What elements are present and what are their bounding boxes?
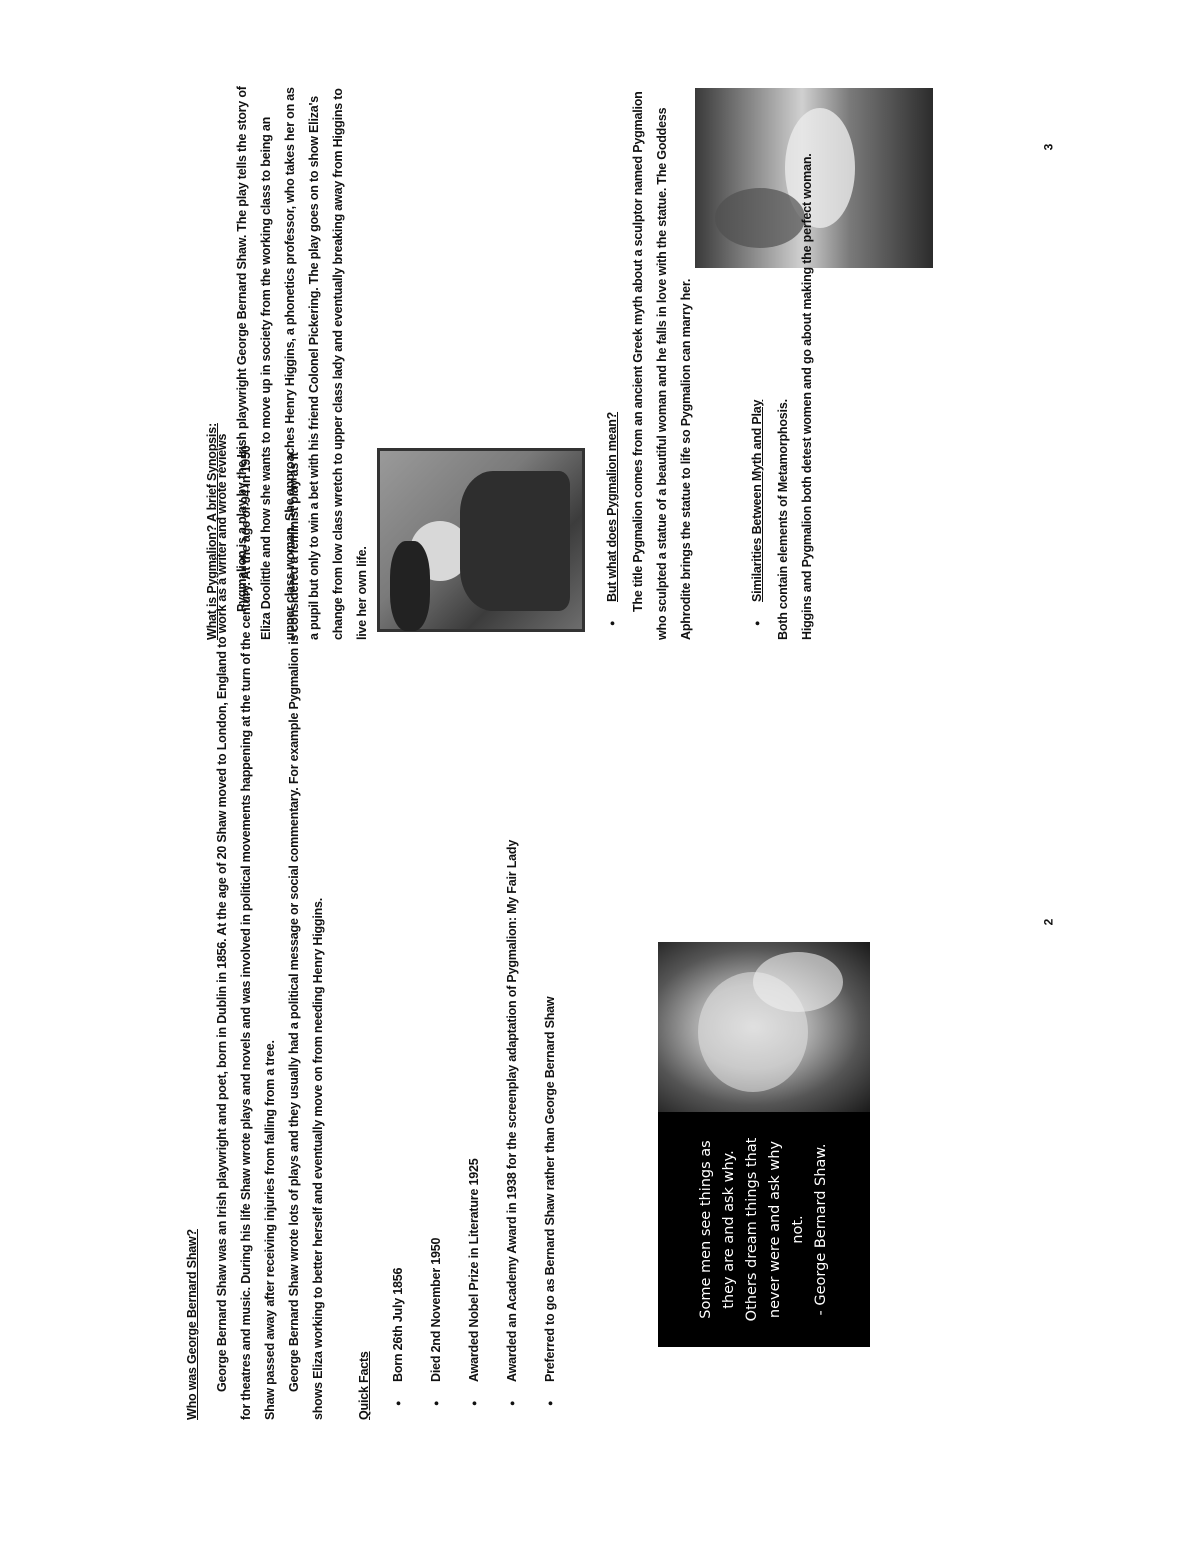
meaning-text: The title Pygmalion comes from an ancient Greek myth about a sculptor named Pygmalion who sculpted a statue of a beautiful woman and he falls in love with the statue. The Goddess Aphrodite brings the statue to life so Pygmalion can marry her.: [631, 91, 693, 640]
quote-line: Some men see things as: [698, 1140, 714, 1319]
page-number-2: 2: [1041, 918, 1056, 926]
list-item: ● Awarded Nobel Prize in Literature 1925: [462, 420, 486, 1420]
quote-attribution: - George Bernard Shaw.: [813, 1143, 829, 1316]
similarities-line-2: Higgins and Pygmalion both detest women and go about making the perfect woman.: [800, 153, 814, 640]
list-item: ● Awarded an Academy Award in 1938 for the screenplay adaptation of Pygmalion: My Fair Lady: [500, 420, 524, 1420]
quote-line: not.: [790, 1215, 806, 1244]
page2-heading: Who was George Bernard Shaw?: [185, 1229, 199, 1420]
similarities-line-1: Both contain elements of Metamorphosis.: [776, 399, 790, 640]
quick-facts-heading: Quick Facts: [357, 1351, 371, 1420]
similarities-list: [745, 80, 769, 640]
page-number-3: 3: [1041, 143, 1056, 151]
illustration-coat-shape: [460, 471, 570, 611]
quote-line: they are and ask why.: [721, 1150, 737, 1309]
shaw-portrait-photo: [658, 942, 870, 1112]
list-item: ● Born 26th July 1856: [386, 420, 410, 1420]
quote-line: Others dream things that: [744, 1137, 760, 1322]
illustration-hat-shape: [390, 541, 430, 631]
portrait-beard-shape: [753, 952, 843, 1012]
meaning-heading: ● But what does Pygmalion mean?: [600, 80, 624, 640]
page2-paragraph-2: George Bernard Shaw wrote lots of plays and they usually had a political message or social commentary. For example Pygmalion is considered a feminist play as it shows Eliza working to better herself and eventually move on from needing Henry Higgins.: [287, 452, 325, 1420]
list-item: ● Preferred to go as Bernard Shaw rather than George Bernard Shaw: [538, 420, 562, 1420]
quote-text: [658, 1112, 870, 1347]
page3-heading: What is Pygmalion? A brief Synopsis:: [205, 423, 219, 640]
shaw-quote-image: [658, 942, 870, 1347]
quote-panel: [658, 1112, 870, 1347]
page3-similarities-block: [745, 80, 855, 640]
eliza-illustration: [377, 448, 585, 632]
page2-paragraph-1: George Bernard Shaw was an Irish playwright and poet, born in Dublin in 1856. At the age of 20 Shaw moved to London, England to work as a writer and wrote reviews for theatres and music. During his life Shaw wrote plays and novels and was involved in political movements happening at the turn of the century. At the age of 94 in 1950 Shaw passed away after receiving injuries from falling from a tree.: [215, 433, 277, 1420]
similarities-heading: ● Similarities Between Myth and Play: [745, 80, 769, 640]
list-item: ● Died 2nd November 1950: [424, 420, 448, 1420]
meaning-list: [600, 80, 624, 640]
page3-synopsis: Pygmalion is a play by the Irish playwright George Bernard Shaw. The play tells the story of Eliza Doolittle and how she wants to move up in society from the working class to being an upper class woman. She approaches Henry Higgins, a phonetics professor, who takes her on as a pupil but only to win a bet with his friend Colonel Pickering. The play goes on to show Eliza's change from low class wretch to upper class lady and eventually breaking away from Higgins to live her own life.: [235, 86, 369, 640]
quote-line: never were and ask why: [767, 1140, 783, 1319]
